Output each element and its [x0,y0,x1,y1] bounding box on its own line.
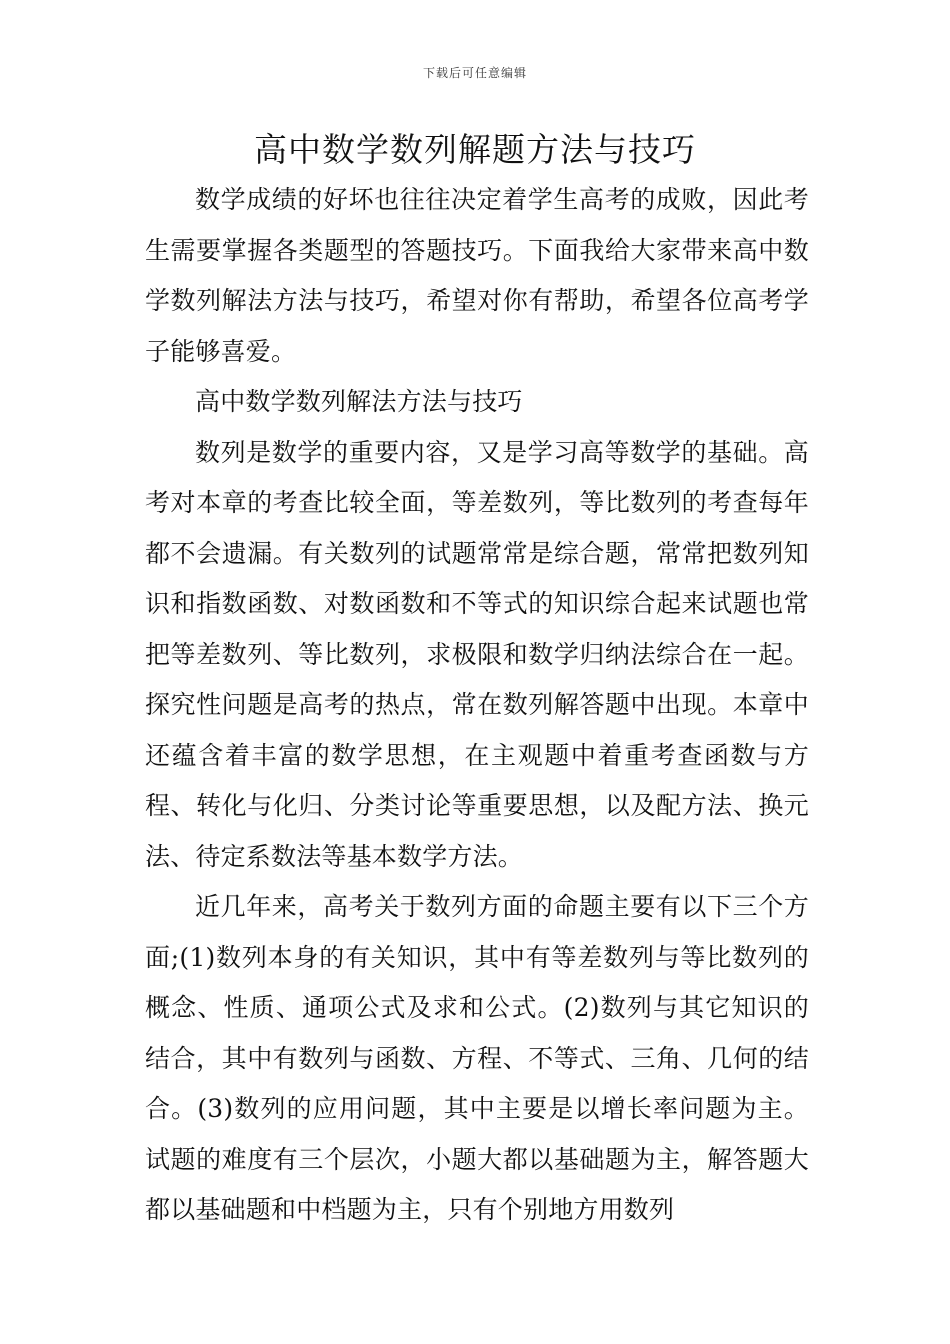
paragraph-overview: 数列是数学的重要内容，又是学习高等数学的基础。高考对本章的考查比较全面，等差数列，等比数列的考查每年都不会遗漏。有关数列的试题常常是综合题，常常把数列知识和指数函数、对数函数和不等式的知识综合起来试题也常把等差数列、等比数列，求极限和数学归纳法综合在一起。探究性问题是高考的热点，常在数列解答题中出现。本章中还蕴含着丰富的数学思想，在主观题中着重考查函数与方程、转化与化归、分类讨论等重要思想，以及配方法、换元法、待定系数法等基本数学方法。 [145,437,809,871]
paragraph-exam-trends: 近几年来，高考关于数列方面的命题主要有以下三个方面;(1)数列本身的有关知识，其中有等差数列与等比数列的概念、性质、通项公式及求和公式。(2)数列与其它知识的结合，其中有数列与函数、方程、不等式、三角、几何的结合。(3)数列的应用问题，其中主要是以增长率问题为主。试题的难度有三个层次，小题大都以基础题为主，解答题大都以基础题和中档题为主，只有个别地方用数列 [145,892,809,1224]
header-note: 下载后可任意编辑 [422,66,527,80]
document-body [145,175,809,1236]
paragraph-subheading: 高中数学数列解法方法与技巧 [195,387,523,416]
document-title: 高中数学数列解题方法与技巧 [254,130,696,169]
paragraph-intro: 数学成绩的好坏也往往决定着学生高考的成败，因此考生需要掌握各类题型的答题技巧。下面我给大家带来高中数学数列解法方法与技巧，希望对你有帮助，希望各位高考学子能够喜爱。 [145,185,809,366]
